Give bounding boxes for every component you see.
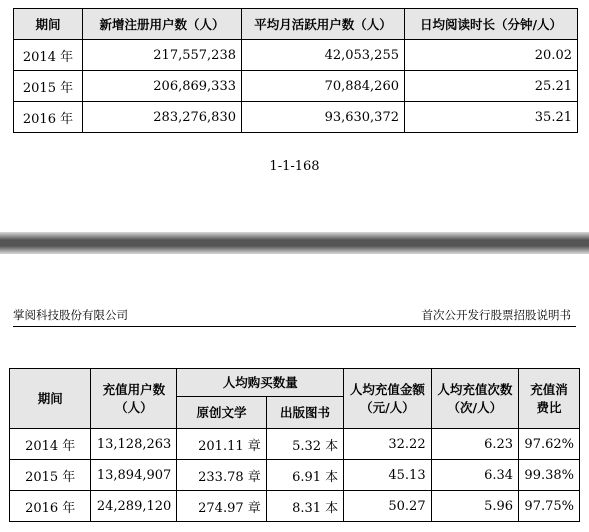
table-header-row [14,9,578,40]
period-cell: 2016 年 [10,491,91,522]
table-cell: 99.38% [519,460,580,491]
table-cell: 13,894,907 [91,460,177,491]
recharge-metrics-table [9,368,580,522]
table-cell: 45.13 [344,460,431,491]
table-row [10,491,580,522]
table-cell: 6.23 [431,429,518,460]
table-cell: 24,289,120 [91,491,177,522]
header-divider [13,326,576,327]
document-title: 首次公开发行股票招股说明书 [421,308,571,322]
header-cell: 人均充值金额（元/人） [344,369,431,429]
header-cell: 人均购买数量 [177,369,344,397]
header-cell: 原创文学 [177,397,266,429]
page-separator [0,232,589,254]
header-cell: 充值消费比 [519,369,580,429]
table-cell: 201.11 章 [177,429,266,460]
table-cell: 20.02 [405,40,578,71]
header-cell: 出版图书 [266,397,343,429]
page-bottom [0,254,589,532]
table-cell: 274.97 章 [177,491,266,522]
header-cell: 期间 [14,9,83,40]
table-row [14,40,578,71]
table-row [10,460,580,491]
table-cell: 97.62% [519,429,580,460]
header-cell: 日均阅读时长（分钟/人） [405,9,578,40]
table-cell: 13,128,263 [91,429,177,460]
period-cell: 2015 年 [14,71,83,102]
table-cell: 6.91 本 [266,460,343,491]
page-top [0,0,589,232]
header-cell: 新增注册用户数（人） [83,9,242,40]
header-cell: 人均充值次数（次/人） [431,369,518,429]
table-cell: 283,276,830 [83,102,242,133]
table-cell: 233.78 章 [177,460,266,491]
period-cell: 2014 年 [14,40,83,71]
table-cell: 35.21 [405,102,578,133]
table-cell: 50.27 [344,491,431,522]
table-row [14,102,578,133]
table-header-row [10,369,580,397]
header-cell: 平均月活跃用户数（人） [242,9,405,40]
table-cell: 5.96 [431,491,518,522]
table-cell: 206,869,333 [83,71,242,102]
table-cell: 8.31 本 [266,491,343,522]
table-cell: 42,053,255 [242,40,405,71]
table-cell: 32.22 [344,429,431,460]
header-cell: 充值用户数（人） [91,369,177,429]
table-cell: 6.34 [431,460,518,491]
table-cell: 5.32 本 [266,429,343,460]
period-cell: 2016 年 [14,102,83,133]
table-cell: 93,630,372 [242,102,405,133]
table-cell: 97.75% [519,491,580,522]
table-row [10,429,580,460]
table-row [14,71,578,102]
table-cell: 217,557,238 [83,40,242,71]
user-metrics-table [13,8,578,133]
page-number: 1-1-168 [269,159,320,174]
company-name: 掌阅科技股份有限公司 [13,308,128,322]
table-cell: 70,884,260 [242,71,405,102]
table-cell: 25.21 [405,71,578,102]
header-cell: 期间 [10,369,91,429]
period-cell: 2014 年 [10,429,91,460]
period-cell: 2015 年 [10,460,91,491]
